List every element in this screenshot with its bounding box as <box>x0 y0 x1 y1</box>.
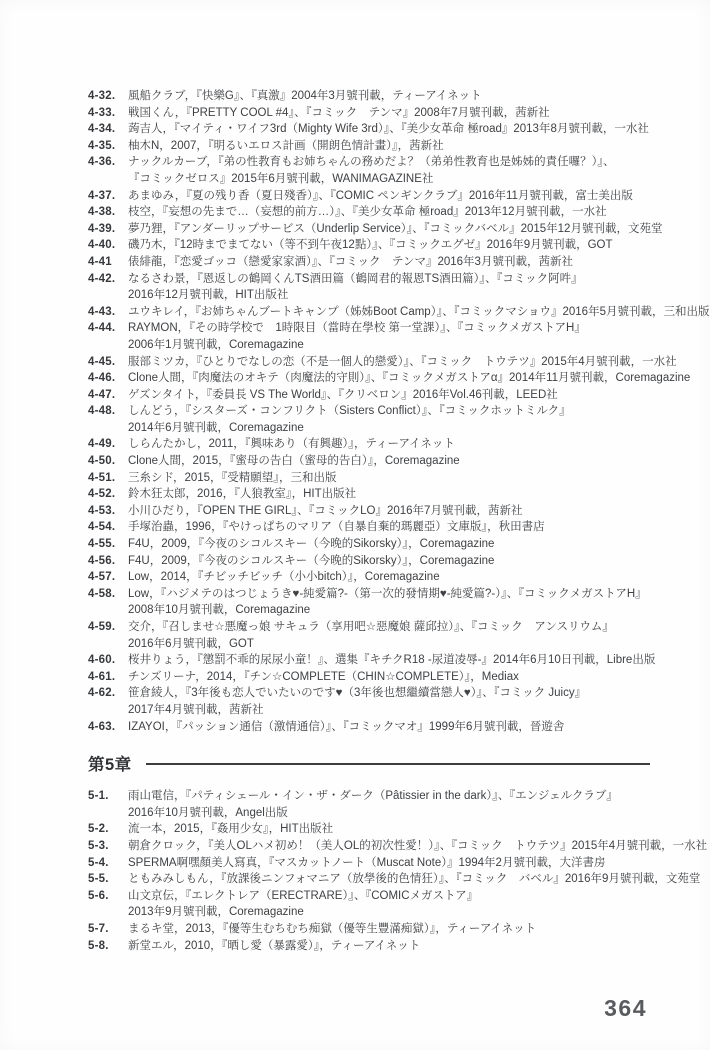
reference-entry <box>88 888 650 921</box>
entry-text <box>128 921 650 938</box>
entry-text-line: 2016年10月號刊載，Angel出版 <box>128 806 288 819</box>
entry-number: 4-47. <box>88 388 116 401</box>
entry-number: 4-58. <box>88 587 116 600</box>
entry-text <box>128 821 650 838</box>
entry-text <box>128 237 650 254</box>
reference-entry <box>88 788 650 821</box>
entry-text <box>128 888 650 921</box>
reference-entry <box>88 503 650 520</box>
entry-text-line: Low，『ハジメテのはつじょうき♥-純愛篇?-（第一次的發情期♥-純愛篇?-）』、『コミックメガストアH』 <box>128 587 647 600</box>
entry-text <box>128 719 650 736</box>
entry-text-line: ともみみしもん，『放課後ニンフォマニア（放學後的色情狂）』、『コミック バベル』2016年9月號刊載，文苑堂 <box>128 873 701 886</box>
entry-number: 5-4. <box>88 856 109 869</box>
entry-text-line: ナックルカーブ，『弟の性教育もお姉ちゃんの務めだよ？（弟弟性教育也是姊姊的責任囉？）』、 <box>128 156 615 169</box>
reference-entry <box>88 221 663 238</box>
entry-text-line: 2014年6月號刊載，Coremagazine <box>128 421 304 434</box>
reference-entry <box>88 871 701 888</box>
reference-entry <box>88 370 691 387</box>
entry-text <box>128 855 650 872</box>
entry-number: 5-8. <box>88 939 109 952</box>
reference-entry <box>88 138 650 155</box>
entry-number: 4-50. <box>88 455 116 468</box>
entry-text-line: 小川ひだり，『OPEN THE GIRL』、『コミックLO』2016年7月號刊載，茜新社 <box>128 504 523 517</box>
entry-text-line: チンズリーナ，2014，『チン☆COMPLETE（CHIN☆COMPLETE）』，Mediax <box>128 670 519 683</box>
entry-number: 4-54. <box>88 521 116 534</box>
entry-number: 4-41 <box>88 255 112 268</box>
entry-number: 4-60. <box>88 654 116 667</box>
entry-number: 4-46. <box>88 372 116 385</box>
entry-text-line: F4U，2009，『今夜のシコルスキー（今晚的Sikorsky）』，Coremagazine <box>128 538 495 551</box>
reference-list-chapter4 <box>88 88 710 735</box>
entry-text <box>128 685 650 718</box>
page-number: 364 <box>604 995 647 1021</box>
entry-text-line: 山文京伝，『エレクトレア（ERECTRARE）』、『COMICメガストア』 <box>128 889 479 902</box>
entry-text <box>128 838 708 855</box>
reference-entry <box>88 254 650 271</box>
entry-text <box>128 387 650 404</box>
entry-number: 4-40. <box>88 239 116 252</box>
entry-text <box>128 871 701 888</box>
entry-text-line: 雨山電信，『パティシェール・イン・ザ・ダーク（Pâtissier in the dark）』、『エンジェルクラブ』 <box>128 790 618 803</box>
entry-number: 4-39. <box>88 222 116 235</box>
entry-number: 4-63. <box>88 720 116 733</box>
entry-text <box>128 938 650 955</box>
entry-text-line: 三糸シド，2015，『受精願望』，三和出版 <box>128 471 337 484</box>
reference-entry <box>88 619 650 652</box>
reference-entry <box>88 304 710 321</box>
entry-text <box>128 304 710 321</box>
entry-text-line: RAYMON，『その時学校で 1時限目（當時在學校 第一堂課）』、『コミックメガストアH』 <box>128 322 586 335</box>
entry-number: 4-43. <box>88 305 116 318</box>
entry-number: 4-52. <box>88 488 116 501</box>
reference-entry <box>88 519 650 536</box>
reference-entry <box>88 88 650 105</box>
entry-text-line: Low，2014，『チビッチビッチ（小小bitch）』，Coremagazine <box>128 571 440 584</box>
entry-text-line: 2008年10月號刊載，Coremagazine <box>128 604 311 617</box>
entry-text-line: 手塚治蟲，1996，『やけっぱちのマリア（自暴自棄的瑪麗亞）文庫版』，秋田書店 <box>128 521 545 534</box>
reference-list-chapter5 <box>88 788 708 954</box>
entry-text <box>128 486 650 503</box>
entry-text <box>128 619 650 652</box>
reference-entry <box>88 652 656 669</box>
entry-text <box>128 88 650 105</box>
entry-text-line: 磯乃木，『12時までまてない（等不到午夜12點）』、『コミックエグゼ』2016年9月號刊載，GOT <box>128 239 613 252</box>
entry-number: 4-48. <box>88 405 116 418</box>
entry-text-line: しらんたかし，2011，『興味あり（有興趣）』，ティーアイネット <box>128 438 455 451</box>
entry-number: 4-53. <box>88 504 116 517</box>
entry-number: 4-42. <box>88 272 116 285</box>
chapter-5-section-heading <box>88 751 650 775</box>
reference-entry <box>88 855 650 872</box>
entry-text-line: F4U，2009，『今夜のシコルスキー（今晚的Sikorsky）』，Coremagazine <box>128 554 495 567</box>
entry-text <box>128 320 650 353</box>
reference-entry <box>88 719 650 736</box>
entry-number: 5-2. <box>88 823 109 836</box>
reference-entry <box>88 838 708 855</box>
entry-text <box>128 788 650 821</box>
reference-entry <box>88 453 650 470</box>
entry-text-line: 『コミックゼロス』2015年6月號刊載，WANIMAGAZINE社 <box>128 172 434 185</box>
entry-text <box>128 271 650 304</box>
entry-text-line: 風船クラブ，『快樂G』、『真激』2004年3月號刊載，ティーアイネット <box>128 90 482 102</box>
page-content <box>88 88 710 954</box>
entry-text <box>128 553 650 570</box>
entry-number: 4-34. <box>88 123 116 136</box>
entry-number: 5-1. <box>88 790 109 803</box>
entry-text-line: 枝空，『妄想の先まで…（妄想的前方…）』、『美少女革命 極road』2013年12月號刊載，一水社 <box>128 206 607 219</box>
reference-entry <box>88 387 650 404</box>
entry-number: 4-35. <box>88 139 116 152</box>
reference-entry <box>88 470 650 487</box>
entry-number: 4-44. <box>88 322 116 335</box>
entry-number: 4-57. <box>88 571 116 584</box>
reference-entry <box>88 204 650 221</box>
reference-entry <box>88 154 650 187</box>
entry-text <box>128 403 650 436</box>
entry-number: 4-32. <box>88 90 116 102</box>
entry-text <box>128 536 650 553</box>
entry-text-line: 2013年9月號刊載，Coremagazine <box>128 906 304 919</box>
entry-text-line: 俵緋龍，『恋愛ゴッコ（戀愛家家酒）』、『コミック テンマ』2016年3月號刊載，茜新社 <box>128 255 573 268</box>
entry-text-line: 戦国くん，『PRETTY COOL #4』、『コミック テンマ』2008年7月號刊載，茜新社 <box>128 106 550 119</box>
entry-text <box>128 254 650 271</box>
entry-text-line: 笹倉綾人，『3年後も恋人でいたいのです♥（3年後也想繼續當戀人♥）』、『コミック Juicy』 <box>128 687 587 700</box>
reference-entry <box>88 320 650 353</box>
entry-text <box>128 503 650 520</box>
reference-entry <box>88 586 650 619</box>
entry-number: 4-37. <box>88 189 116 202</box>
entry-text-line: 2006年1月號刊載，Coremagazine <box>128 338 304 351</box>
entry-text-line: あまゆみ，『夏の残り香（夏日殘香）』、『COMIC ペンギンクラブ』2016年11月號刊載，富士美出版 <box>128 189 633 202</box>
entry-text-line: 2017年4月號刊載，茜新社 <box>128 703 264 716</box>
entry-number: 5-5. <box>88 873 109 886</box>
entry-text-line: 2016年12月號刊載，HIT出版社 <box>128 289 289 302</box>
entry-text-line: 蒟吉人，『マイティ・ワイフ3rd（Mighty Wife 3rd）』、『美少女革命 極road』2013年8月號刊載，一水社 <box>128 123 649 136</box>
reference-entry <box>88 536 650 553</box>
chapter-heading-rule <box>146 763 650 765</box>
entry-text-line: Clone人間，2015，『蜜母の告白（蜜母的告白）』，Coremagazine <box>128 455 460 468</box>
entry-text <box>128 204 650 221</box>
entry-number: 5-3. <box>88 839 109 852</box>
entry-text-line: ユウキレイ，『お姉ちゃんブートキャンプ（姊姊Boot Camp）』、『コミックマショウ』2016年5月號刊載，三和出版 <box>128 305 710 318</box>
reference-entry <box>88 403 650 436</box>
reference-entry <box>88 821 650 838</box>
entry-text <box>128 669 650 686</box>
reference-entry <box>88 569 650 586</box>
entry-text-line: 流一本，2015，『姦用少女』，HIT出版社 <box>128 823 334 836</box>
entry-text <box>128 105 650 122</box>
reference-entry <box>88 354 677 371</box>
entry-number: 4-33. <box>88 106 116 119</box>
reference-entry <box>88 188 650 205</box>
chapter-5-heading-label: 第5章 <box>88 756 132 775</box>
entry-text <box>128 470 650 487</box>
reference-entry <box>88 237 650 254</box>
entry-text-line: ゲズンタイト，『委員長 VS The World』、『クリベロン』2016年Vol.46刊載，LEED社 <box>128 388 558 401</box>
entry-text-line: 2016年6月號刊載，GOT <box>128 637 254 650</box>
entry-text <box>128 370 691 387</box>
entry-number: 4-59. <box>88 621 116 633</box>
entry-number: 4-51. <box>88 471 116 484</box>
reference-entry <box>88 921 650 938</box>
entry-text <box>128 569 650 586</box>
reference-entry <box>88 669 650 686</box>
entry-number: 5-6. <box>88 889 109 902</box>
entry-number: 4-38. <box>88 206 116 219</box>
reference-entry <box>88 938 650 955</box>
reference-entry <box>88 105 650 122</box>
entry-text <box>128 354 677 371</box>
entry-text <box>128 188 650 205</box>
entry-text-line: 柚木N，2007，『明るいエロス計画（開朗色情計畫）』，茜新社 <box>128 139 444 152</box>
entry-number: 4-61. <box>88 670 116 683</box>
entry-text <box>128 121 650 138</box>
entry-text <box>128 586 650 619</box>
reference-entry <box>88 121 650 138</box>
entry-text <box>128 138 650 155</box>
reference-entry <box>88 436 650 453</box>
entry-number: 4-55. <box>88 538 116 551</box>
entry-text <box>128 436 650 453</box>
entry-text-line: しんどう，『シスターズ・コンフリクト（Sisters Conflict）』、『コミックホットミルク』 <box>128 405 571 418</box>
entry-text-line: 服部ミツカ，『ひとりでなしの恋（不是一個人的戀愛）』、『コミック トウテツ』2015年4月號刊載，一水社 <box>128 355 677 368</box>
entry-text-line: 桜井りょう，『懲罰不乖的尿尿小童！』、選集『キチクR18 -尿道凌辱-』2014年6月10日刊載，Libre出版 <box>128 654 656 667</box>
reference-entry <box>88 271 650 304</box>
reference-entry <box>88 685 650 718</box>
entry-text-line: 鈴木狂太郎，2016，『人狼教室』，HIT出版社 <box>128 488 357 501</box>
entry-text-line: 夢乃狸，『アンダーリップサービス（Underlip Service）』、『コミックバベル』2015年12月號刊載，文苑堂 <box>128 222 663 235</box>
entry-text <box>128 221 663 238</box>
entry-number: 4-56. <box>88 554 116 567</box>
entry-number: 4-45. <box>88 355 116 368</box>
entry-text-line: まるキ堂，2013，『優等生むちむち痴獄（優等生豐滿痴獄）』，ティーアイネット <box>128 922 537 935</box>
reference-entry <box>88 553 650 570</box>
entry-text-line: 新堂エル，2010，『晒し愛（暴露愛）』，ティーアイネット <box>128 939 421 952</box>
entry-number: 4-36. <box>88 156 116 169</box>
entry-text-line: 交介，『召しませ☆悪魔っ娘 サキュラ（享用吧☆惡魔娘 薩邱拉）』、『コミック アンスリウム』 <box>128 621 614 633</box>
entry-text-line: 朝倉クロック，『美人OLハメ初め！（美人OL的初次性愛！）』、『コミック トウテツ』2015年4月號刊載，一水社 <box>128 839 708 852</box>
entry-text-line: なるさわ景，『恩返しの鶴岡くんTS酒田篇（鶴岡君的報恩TS酒田篇）』、『コミック阿吽』 <box>128 272 583 285</box>
entry-text <box>128 453 650 470</box>
reference-entry <box>88 486 650 503</box>
entry-text <box>128 519 650 536</box>
entry-number: 5-7. <box>88 922 109 935</box>
entry-number: 4-62. <box>88 687 116 700</box>
entry-number: 4-49. <box>88 438 116 451</box>
entry-text-line: SPERMA啊嘿顏美人寫真，『マスカットノート（Muscat Note）』1994年2月號刊載，大洋書房 <box>128 856 606 869</box>
entry-text-line: IZAYOI，『パッション通信（激情通信）』、『コミックマオ』1999年6月號刊載，晉遊舎 <box>128 720 565 733</box>
entry-text <box>128 154 650 187</box>
entry-text-line: Clone人間，『肉魔法のオキテ（肉魔法的守則）』、『コミックメガストアα』2014年11月號刊載，Coremagazine <box>128 372 691 385</box>
entry-text <box>128 652 656 669</box>
